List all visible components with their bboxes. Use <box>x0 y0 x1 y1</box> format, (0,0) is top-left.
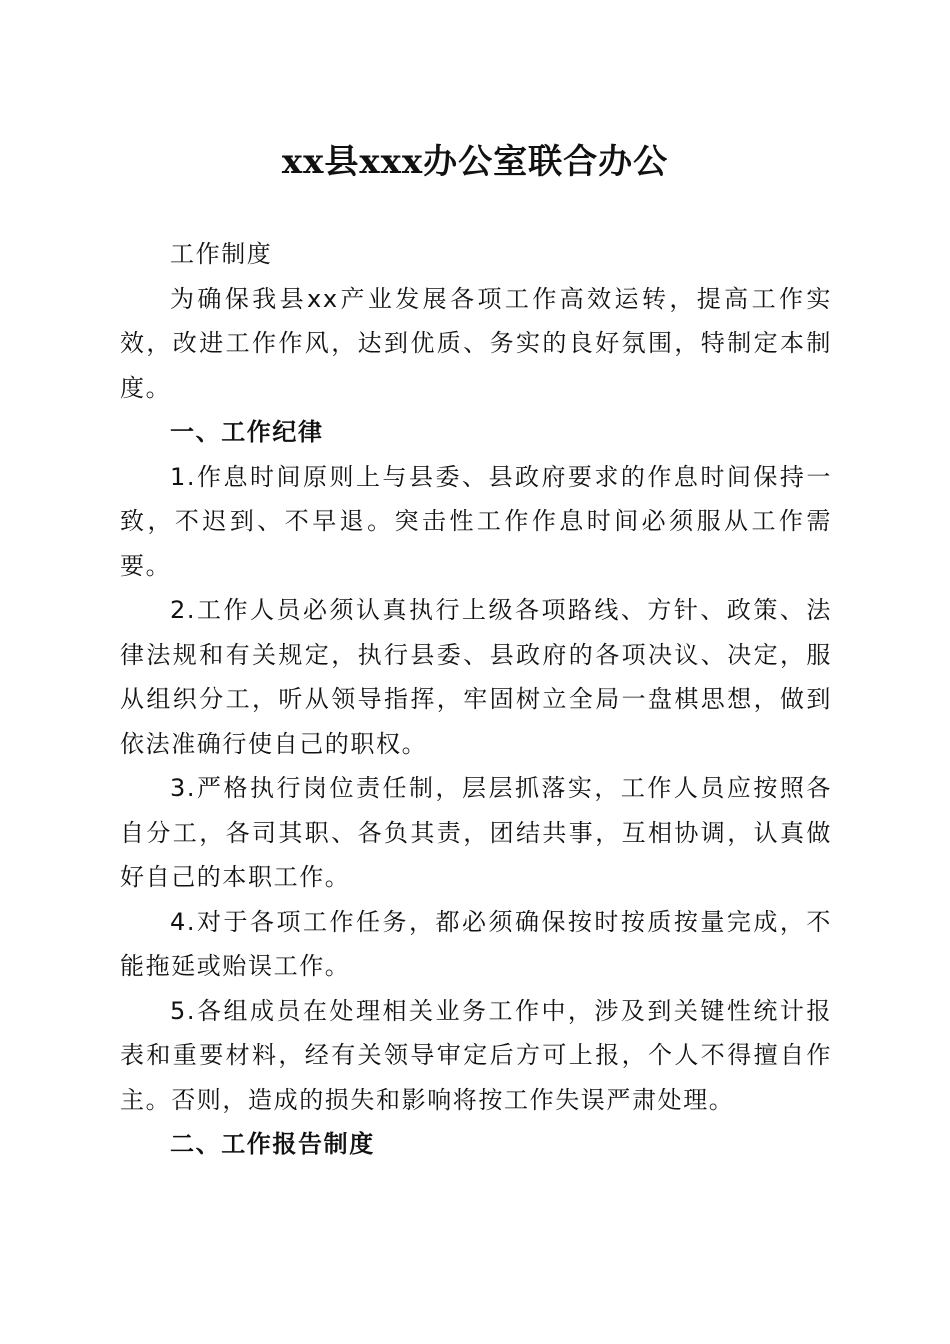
section-heading-reporting-system: 二、工作报告制度 <box>170 1130 375 1158</box>
discipline-item-3: 3.严格执行岗位责任制，层层抓落实，工作人员应按照各自分工，各司其职、各负其责，团结共事，互相协调，认真做好自己的本职工作。 <box>120 774 832 891</box>
intro-paragraph: 为确保我县xx产业发展各项工作高效运转，提高工作实效，改进工作作风，达到优质、务实的良好氛围，特制定本制度。 <box>120 284 832 402</box>
discipline-item-1: 1.作息时间原则上与县委、县政府要求的作息时间保持一致，不迟到、不早退。突击性工作作息时间必须服从工作需要。 <box>120 462 832 580</box>
section-heading-work-discipline: 一、工作纪律 <box>170 418 324 446</box>
discipline-item-4: 4.对于各项工作任务，都必须确保按时按质按量完成，不能拖延或贻误工作。 <box>120 907 832 980</box>
document-subtitle: 工作制度 <box>170 240 273 268</box>
discipline-item-2: 2.工作人员必须认真执行上级各项路线、方针、政策、法律法规和有关规定，执行县委、县政府的各项决议、决定，服从组织分工，听从领导指挥，牢固树立全局一盘棋思想，做到依法准确行使自己的职权。 <box>120 596 832 758</box>
discipline-item-5: 5.各组成员在处理相关业务工作中，涉及到关键性统计报表和重要材料，经有关领导审定后方可上报，个人不得擅自作主。否则，造成的损失和影响将按工作失误严肃处理。 <box>120 996 832 1114</box>
document-title: xx县xxx办公室联合办公 <box>281 142 669 182</box>
document-body <box>120 232 832 1167</box>
